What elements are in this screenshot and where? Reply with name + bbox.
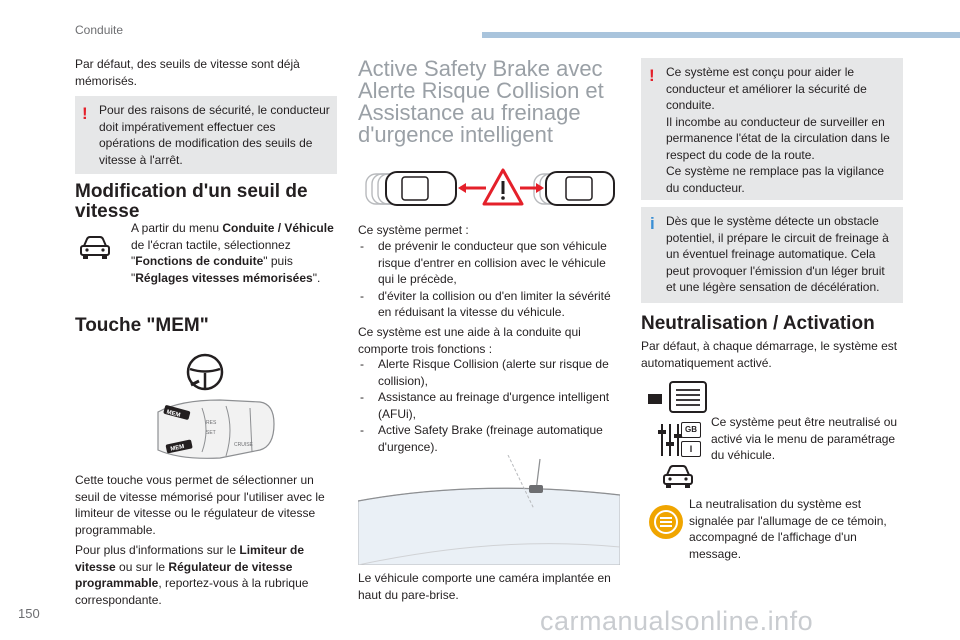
list-item: - Alerte Risque Collision (alerte sur risque de collision), bbox=[358, 356, 620, 389]
car-front-icon bbox=[78, 234, 112, 262]
list-item: - d'éviter la collision ou d'en limiter la sévérité en réduisant la vitesse du véhicule. bbox=[358, 288, 620, 321]
heading-modification: Modification d'un seuil de vitesse bbox=[75, 181, 308, 222]
mem-top-label: MEM bbox=[165, 409, 181, 419]
warning-text: Pour des raisons de sécurité, le conducteur doit impérativement effectuer ces opérations de modification des seuils de vitesse à l'arrêt. bbox=[99, 103, 330, 167]
neutralisation-intro: Par défaut, à chaque démarrage, le système est automatiquement activé. bbox=[641, 339, 898, 370]
permits-intro: Ce système permet : bbox=[358, 223, 469, 237]
cruise-label: CRUISE bbox=[234, 442, 253, 448]
collision-alert-illustration bbox=[362, 166, 618, 212]
functions-list bbox=[358, 356, 620, 455]
functions-intro: Ce système est une aide à la conduite qui comporte trois fonctions : bbox=[358, 325, 581, 356]
cruise-control-stalk-illustration bbox=[150, 394, 280, 466]
car-front-icon bbox=[661, 463, 695, 491]
more-information-text: Pour plus d'informations sur le Limiteur de vitesse ou sur le Régulateur de vitesse programmable, reportez-vous à la rubrique correspondante. bbox=[75, 543, 309, 607]
warning-icon: ! bbox=[82, 104, 88, 123]
system-off-warning-light-icon bbox=[648, 504, 684, 540]
list-item: - Assistance au freinage d'urgence intelligent (AFUi), bbox=[358, 389, 620, 422]
heading-mem-button: Touche "MEM" bbox=[75, 315, 209, 336]
touchscreen-menu-icon bbox=[646, 380, 708, 414]
info-box bbox=[641, 207, 903, 303]
res-label: RES bbox=[206, 420, 217, 426]
info-icon: i bbox=[650, 214, 655, 233]
page-number: 150 bbox=[18, 606, 40, 621]
watermark: carmanualsonline.info bbox=[540, 606, 814, 636]
mem-button-description: Cette touche vous permet de sélectionner un seuil de vitesse mémorisé pour l'utiliser avec le limiteur de vitesse ou le régulateur de vitesse programmable. bbox=[75, 473, 325, 537]
heading-neutralisation: Neutralisation / Activation bbox=[641, 313, 875, 334]
intro-text: Par défaut, des seuils de vitesse sont déjà mémorisés. bbox=[75, 57, 300, 88]
set-label: SET bbox=[206, 430, 216, 436]
list-item: - Active Safety Brake (freinage automatique d'urgence). bbox=[358, 422, 620, 455]
warning-icon: ! bbox=[649, 66, 655, 85]
camera-caption: Le véhicule comporte une caméra implantée en haut du pare-brise. bbox=[358, 571, 611, 602]
header-section-label: Conduite bbox=[75, 23, 124, 37]
list-item: - de prévenir le conducteur que son véhicule risque d'entrer en collision avec le véhicule qui le précède, bbox=[358, 238, 620, 288]
language-gb-icon: GB bbox=[681, 422, 701, 438]
warning-box-system bbox=[641, 58, 903, 200]
mem-bottom-label: MEM bbox=[169, 443, 185, 453]
info-i-icon: I bbox=[681, 441, 701, 457]
info-text: Dès que le système détecte un obstacle potentiel, il prépare le circuit de freinage à un éventuel freinage automatique. Cela peut provoquer l'émission d'un léger bruit et une légère sensation de décélération. bbox=[666, 214, 889, 294]
section-title-active-safety-brake: Active Safety Brake avec Alerte Risque Collision et Assistance au freinage d'urgence intelligent bbox=[358, 56, 604, 147]
neutralisation-menu-text: Ce système peut être neutralisé ou activé via le menu de paramétrage du véhicule. bbox=[711, 415, 898, 462]
system-warning-text: Ce système est conçu pour aider le conducteur et améliorer la sécurité de conduite. Il incombe au conducteur de surveiller en permanence l'état de la circulation dans le respect du code de la route. Ce système ne remplace pas la vigilance du conducteur. bbox=[666, 65, 890, 195]
windshield-camera-illustration bbox=[358, 455, 620, 565]
neutralisation-light-text: La neutralisation du système est signalée par l'allumage de ce témoin, accompagné de l'affichage d'un message. bbox=[689, 497, 887, 561]
modification-instructions: A partir du menu Conduite / Véhicule de l'écran tactile, sélectionnez "Fonctions de conduite" puis "Réglages vitesses mémorisées". bbox=[131, 221, 334, 285]
permits-list bbox=[358, 238, 620, 321]
steering-wheel-icon bbox=[185, 352, 225, 392]
header-accent-bar bbox=[482, 32, 960, 38]
warning-box bbox=[75, 96, 337, 174]
